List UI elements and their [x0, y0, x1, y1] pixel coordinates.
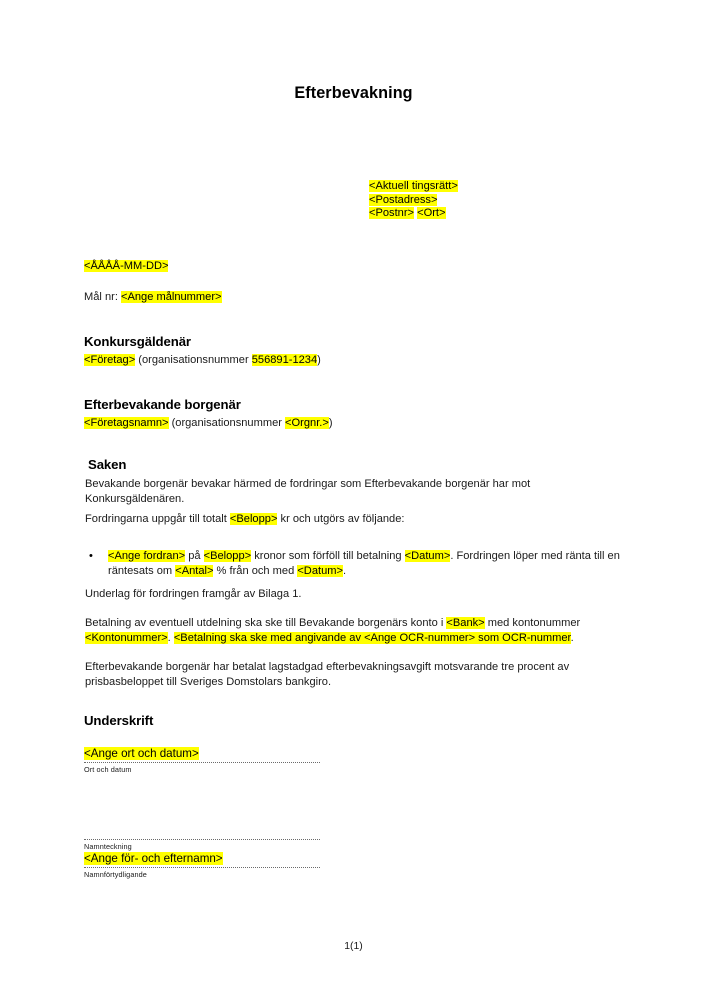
signature-place-value[interactable] — [84, 747, 320, 761]
page-title: Efterbevakning — [294, 84, 413, 102]
payment-paragraph — [85, 616, 621, 645]
debtor-details — [84, 353, 321, 368]
placeholder-creditor-company: <Företagsnamn> — [84, 417, 169, 429]
placeholder-place-and-date: <Ange ort och datum> — [84, 747, 199, 760]
fee-paragraph: Efterbevakande borgenär har betalat lagstadgad efterbevakningsavgift motsvarande tre procent av prisbasbeloppet till Sveriges Domstolars bankgiro. — [85, 661, 570, 688]
placeholder-claim-amount: <Belopp> — [203, 550, 252, 562]
case-number-label: Mål nr: — [84, 291, 121, 303]
address-line-court — [369, 180, 458, 194]
placeholder-creditor-org-number: <Orgnr.> — [285, 417, 329, 429]
placeholder-ocr-sentence: <Betalning ska ske med angivande av — [173, 631, 365, 644]
signature-place-caption: Ort och datum — [84, 765, 132, 774]
creditor-org-prefix: (organisationsnummer — [168, 417, 286, 429]
placeholder-city: <Ort> — [417, 207, 446, 220]
case-number-line — [84, 290, 222, 304]
debtor-org-prefix: (organisationsnummer — [135, 354, 252, 366]
signature-name-group — [84, 812, 320, 880]
payment-mid-2: . — [167, 631, 174, 644]
attachment-paragraph: Underlag för fordringen framgår av Bilaga 1. — [85, 588, 302, 600]
claim-list-item — [85, 549, 621, 578]
placeholder-date: <ÅÅÅÅ-MM-DD> — [84, 260, 169, 272]
debtor-org-suffix: ) — [317, 354, 321, 366]
address-line-street — [369, 194, 458, 208]
placeholder-claim: <Ange fordran> — [108, 550, 186, 562]
total-prefix: Fordringarna uppgår till totalt — [85, 513, 230, 525]
signature-place-rule — [84, 762, 320, 763]
claim-end: . — [342, 564, 347, 577]
recipient-address-block — [369, 180, 458, 221]
claim-mid-2: kronor som förföll till betalning — [251, 550, 405, 562]
placeholder-bank: <Bank> — [446, 617, 485, 629]
heading-signature: Underskrift — [84, 713, 154, 728]
placeholder-account-number: <Kontonummer> — [85, 631, 168, 644]
claim-mid-4: % från och med — [213, 564, 298, 577]
payment-mid-3: som OCR-nummer — [475, 631, 571, 644]
placeholder-interest-from-date: <Datum> — [297, 564, 343, 577]
claim-list-item-text — [108, 549, 621, 578]
page-number-footer: 1(1) — [344, 941, 363, 952]
placeholder-postal-address: <Postadress> — [369, 193, 438, 206]
payment-mid-1: med kontonummer — [484, 617, 581, 629]
heading-creditor: Efterbevakande borgenär — [84, 397, 241, 412]
placeholder-interest-rate: <Antal> — [175, 564, 214, 577]
matter-intro-paragraph: Bevakande borgenär bevakar härmed de fordringar som Efterbevakande borgenär har mot Konkursgäldenären. — [85, 478, 531, 505]
signature-line-caption: Namnteckning — [84, 842, 132, 851]
signature-place-group — [84, 747, 320, 775]
placeholder-full-name: <Ange för- och efternamn> — [84, 852, 223, 865]
signature-name-rule — [84, 867, 320, 868]
creditor-details — [84, 416, 333, 431]
total-suffix: kr och utgörs av följande: — [277, 513, 405, 525]
signature-write-area[interactable] — [84, 812, 320, 838]
signature-line-rule — [84, 839, 320, 840]
signature-name-value[interactable] — [84, 852, 320, 866]
heading-debtor: Konkursgäldenär — [84, 334, 191, 349]
placeholder-due-date: <Datum> — [404, 550, 451, 562]
placeholder-case-number: <Ange målnummer> — [121, 291, 222, 303]
document-date — [84, 259, 168, 273]
heading-matter: Saken — [88, 457, 127, 472]
placeholder-ocr-number: <Ange OCR-nummer> — [364, 631, 476, 644]
bullet-marker-icon: • — [89, 550, 93, 562]
debtor-org-number: 556891-1234 — [251, 354, 318, 366]
claim-mid-1: på — [185, 550, 204, 562]
signature-name-caption: Namnförtydligande — [84, 870, 147, 879]
placeholder-debtor-company: <Företag> — [84, 354, 136, 366]
address-line-city — [369, 207, 458, 221]
placeholder-postal-code: <Postnr> — [369, 207, 415, 220]
matter-total-paragraph — [85, 512, 621, 527]
placeholder-court: <Aktuell tingsrätt> — [369, 180, 458, 192]
placeholder-total-amount: <Belopp> — [229, 513, 278, 525]
claim-mid-3: . Fordringen löper med ränta till en räntesats om — [108, 550, 620, 577]
creditor-org-suffix: ) — [328, 417, 333, 429]
payment-end: . — [570, 631, 574, 644]
payment-prefix: Betalning av eventuell utdelning ska ske till Bevakande borgenärs konto i — [85, 617, 447, 629]
